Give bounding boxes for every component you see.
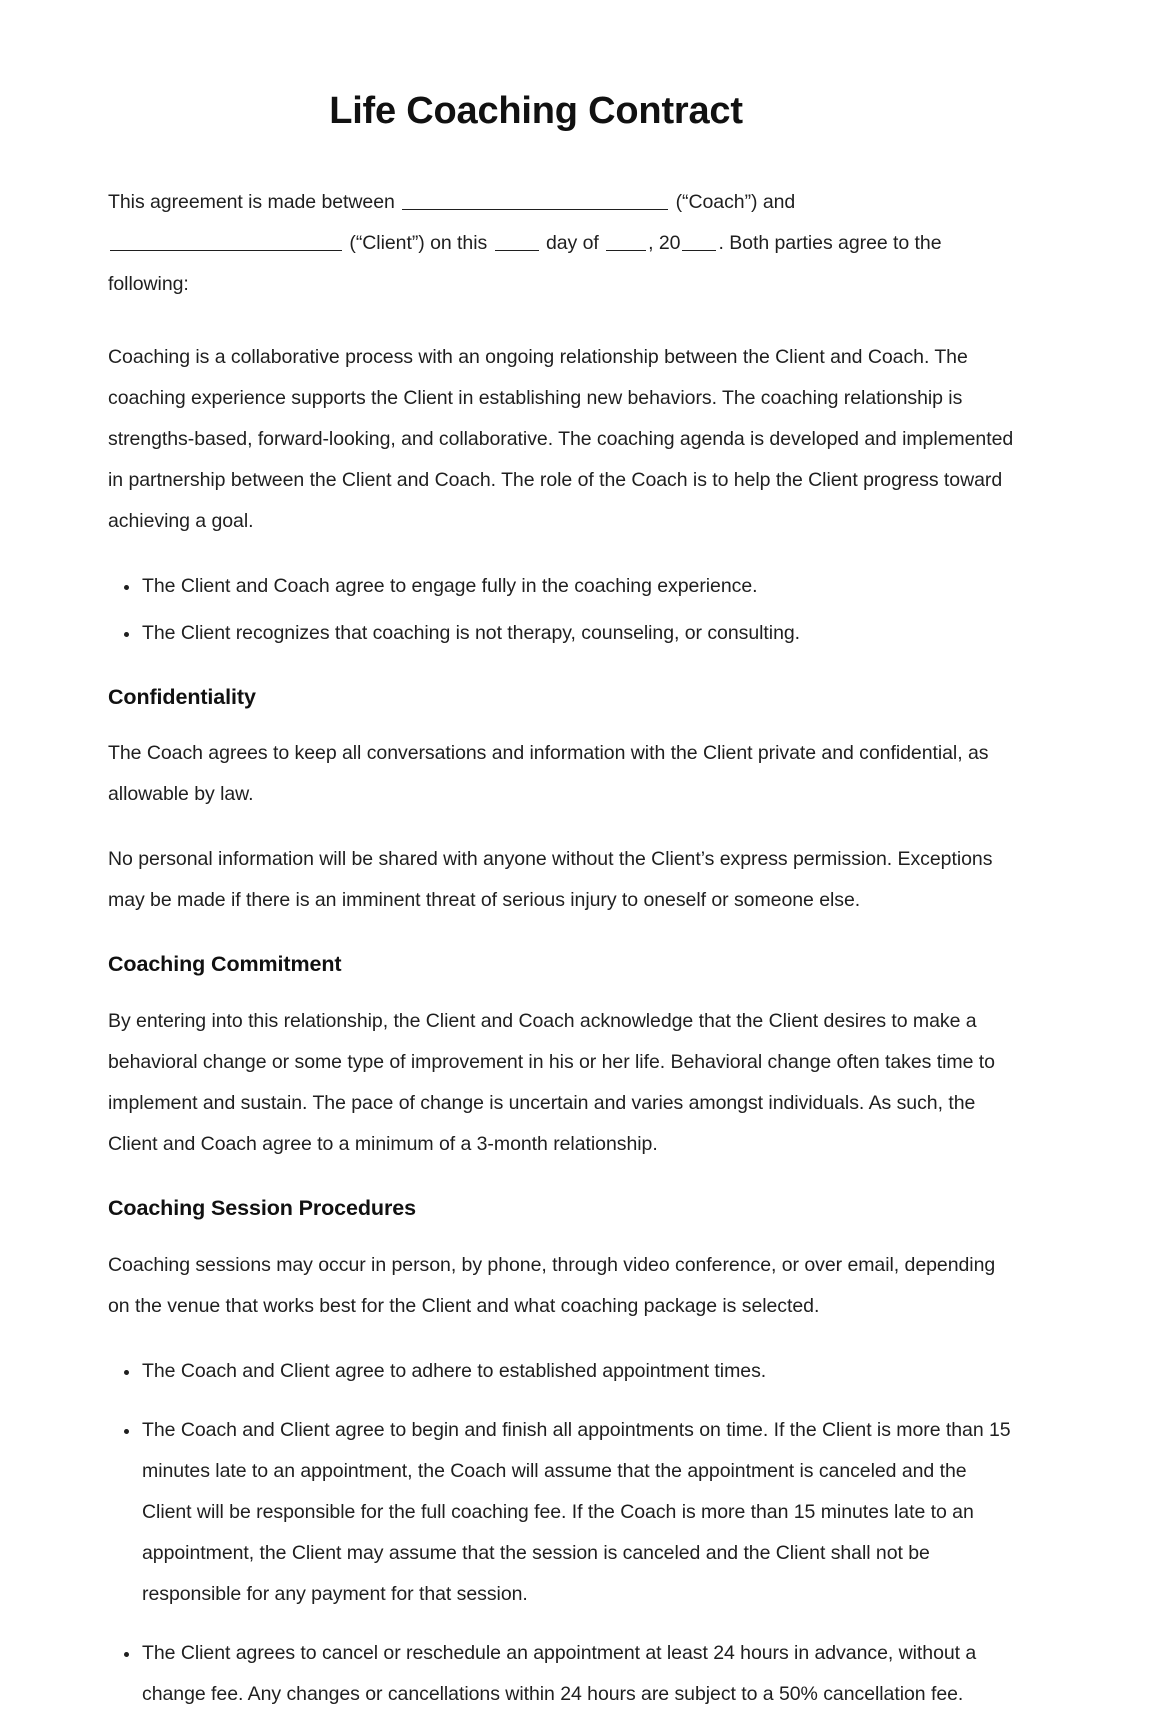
intro-text-part-2: (“Coach”) and bbox=[675, 190, 796, 213]
year-blank[interactable] bbox=[682, 231, 716, 251]
coach-name-blank[interactable] bbox=[402, 190, 668, 210]
month-blank[interactable] bbox=[606, 231, 646, 251]
overview-paragraph: Coaching is a collaborative process with an ongoing relationship between the Client and Coach. The coaching experience supports the Client in establishing new behaviors. The coaching relationship is strengths-based, forward-looking, and collaborative. The coaching agenda is developed and implemented in partnership between the Client and Coach. The role of the Coach is to help the Client progress toward achieving a goal. bbox=[108, 345, 1014, 532]
page-title: Life Coaching Contract bbox=[329, 90, 743, 132]
section-heading-coaching-session-procedures: Coaching Session Procedures bbox=[108, 1196, 416, 1221]
intro-text-part-3: (“Client”) on this bbox=[349, 231, 488, 254]
list-item: The Client agrees to cancel or reschedule an appointment at least 24 hours in advance, without a change fee. Any changes or cancellations within 24 hours are subject to a 50% cancellation fee. bbox=[108, 1633, 1016, 1715]
intro-text-part-4: day of bbox=[545, 231, 599, 254]
intro-text-part-5: , 20 bbox=[648, 231, 681, 254]
section-heading-coaching-commitment: Coaching Commitment bbox=[108, 952, 342, 977]
section-heading-confidentiality: Confidentiality bbox=[108, 684, 256, 709]
confidentiality-paragraph-2: No personal information will be shared with anyone without the Client’s express permission. Exceptions may be made if there is an imminent threat of serious injury to oneself or someone else. bbox=[108, 848, 993, 912]
agreement-intro-paragraph bbox=[108, 182, 1016, 305]
intro-text-part-1: This agreement is made between bbox=[108, 190, 395, 213]
intro-text-part-6: . Both parties agree to the following: bbox=[108, 231, 942, 295]
client-name-blank[interactable] bbox=[110, 231, 342, 251]
overview-bullet-list bbox=[108, 566, 1016, 654]
list-item: The Client and Coach agree to engage fully in the coaching experience. bbox=[108, 566, 1016, 607]
confidentiality-paragraph-1: The Coach agrees to keep all conversations and information with the Client private and confidential, as allowable by law. bbox=[108, 742, 989, 806]
coaching-commitment-paragraph-1: By entering into this relationship, the Client and Coach acknowledge that the Client desires to make a behavioral change or some type of improvement in his or her life. Behavioral change often takes time to implement and sustain. The pace of change is uncertain and varies amongst individuals. As such, the Client and Coach agree to a minimum of a 3-month relationship. bbox=[108, 1010, 995, 1156]
list-item: The Client recognizes that coaching is not therapy, counseling, or consulting. bbox=[108, 613, 1016, 654]
day-blank[interactable] bbox=[495, 231, 539, 251]
coaching-session-procedures-bullet-list bbox=[108, 1351, 1016, 1715]
coaching-session-procedures-paragraph-1: Coaching sessions may occur in person, by phone, through video conference, or over email, depending on the venue that works best for the Client and what coaching package is selected. bbox=[108, 1254, 996, 1318]
list-item: The Coach and Client agree to begin and finish all appointments on time. If the Client is more than 15 minutes late to an appointment, the Coach will assume that the appointment is canceled and the Client will be responsible for the full coaching fee. If the Coach is more than 15 minutes late to an appointment, the Client may assume that the session is canceled and the Client shall not be responsible for any payment for that session. bbox=[108, 1410, 1016, 1615]
list-item: The Coach and Client agree to adhere to established appointment times. bbox=[108, 1351, 1016, 1392]
